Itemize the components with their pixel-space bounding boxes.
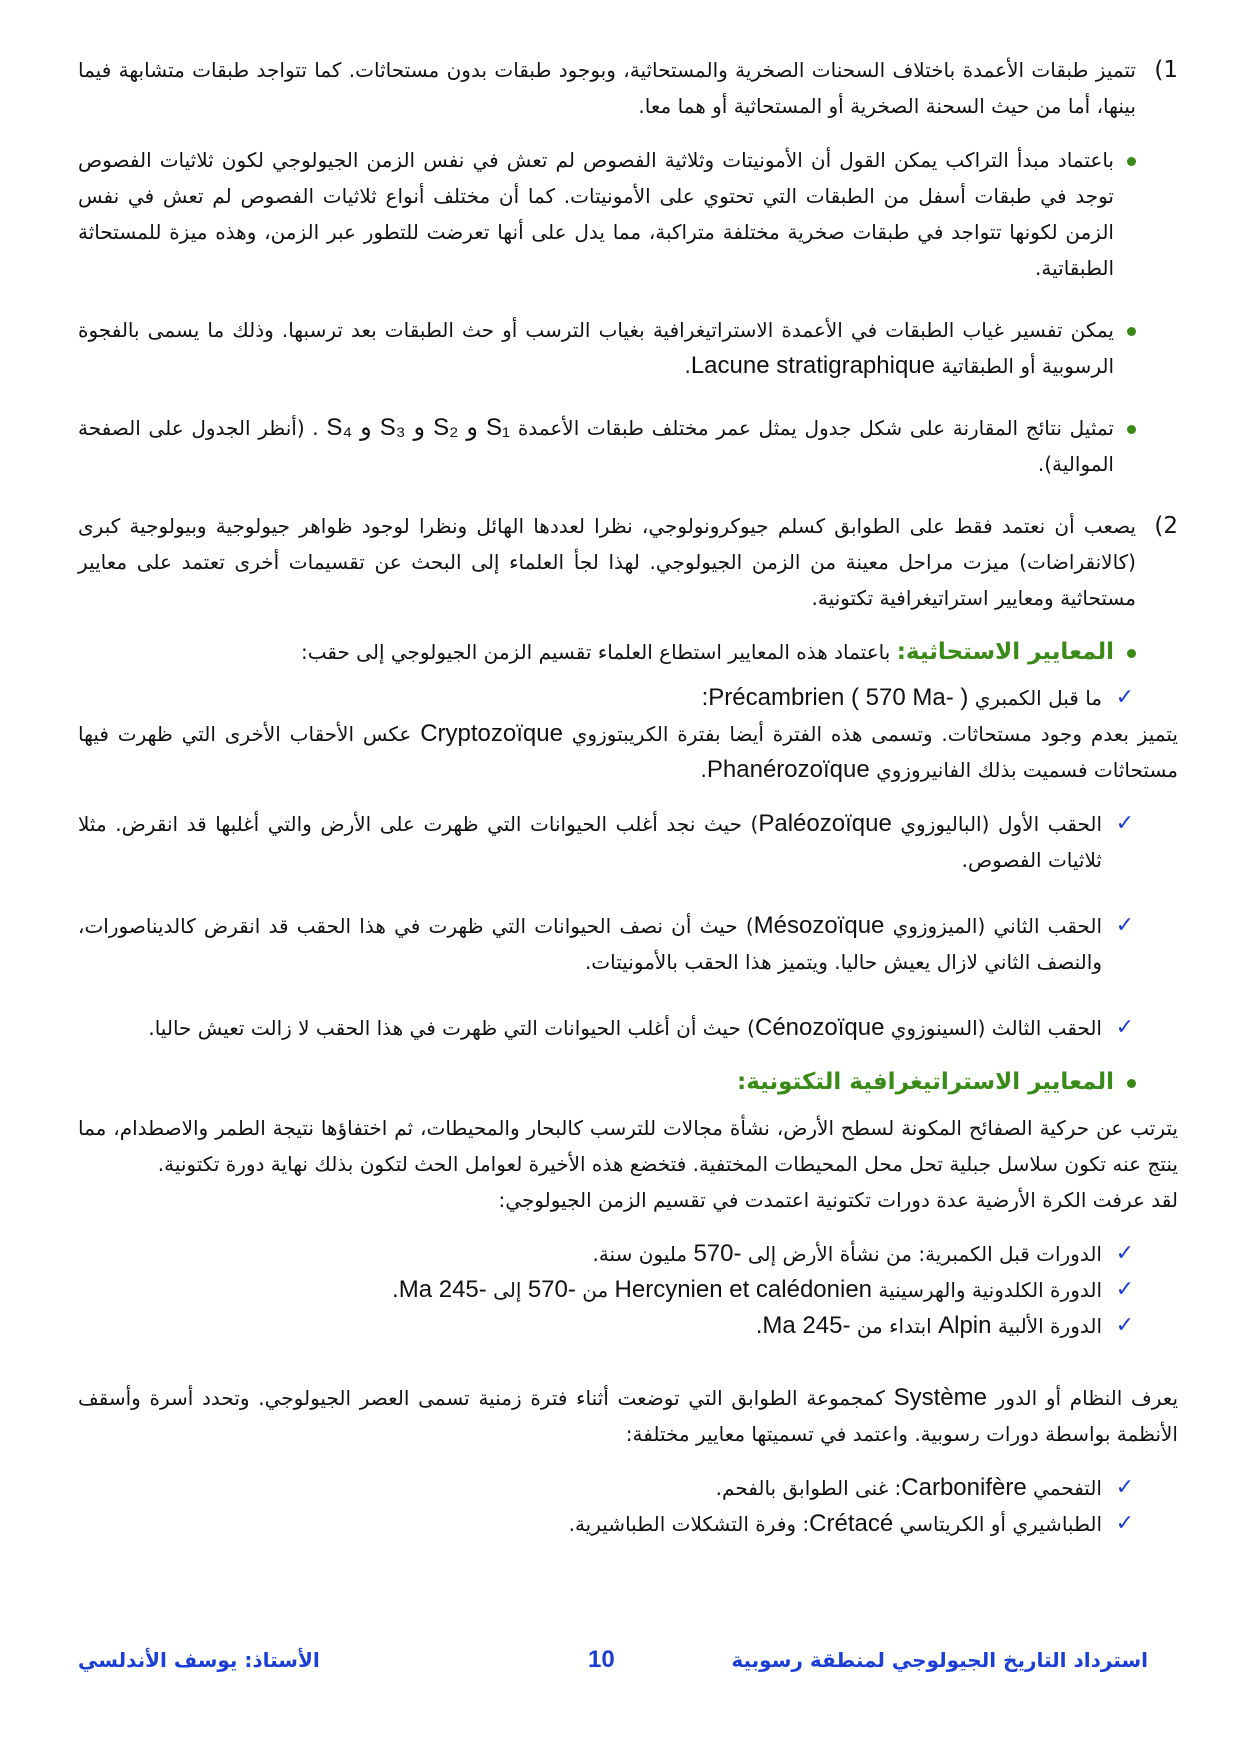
latin-term: Mésozoïque	[753, 912, 885, 939]
latin-term: Alpin	[938, 1312, 992, 1339]
latin-term: Précambrien ( 570 Ma- ):	[701, 684, 969, 711]
section-1	[78, 52, 1178, 124]
check-item	[78, 1272, 1136, 1308]
system-item-text: : غنى الطوابق بالفحم.	[715, 1476, 902, 1500]
paleo-criteria	[78, 634, 1178, 670]
era-text: الحقب الثالث (السينوزوي	[890, 1016, 1102, 1040]
bullet-text: تمثيل نتائج المقارنة على شكل جدول يمثل عمر مختلف طبقات الأعمدة	[517, 416, 1114, 440]
cycles-list	[78, 1236, 1178, 1344]
system-item-text: : وفرة التشكلات الطباشيرية.	[568, 1512, 810, 1536]
page-number: 10	[588, 1646, 615, 1673]
check-item	[78, 1236, 1136, 1272]
paleo-text: باعتماد هذه المعايير استطاع العلماء تقسيم الزمن الجيولوجي إلى حقب:	[300, 640, 891, 664]
checkmark-icon: ✓	[1115, 1313, 1134, 1338]
bullet-dot-icon	[1127, 425, 1136, 434]
bullet-text: باعتماد مبدأ التراكب يمكن القول أن الأمونيتات وثلاثية الفصوص لم تعش في نفس الزمن الجيولوجي لكون ثلاثيات الفصوص توجد في طبقات أسفل من الطبقات التي تحتوي على الأمونيتات. كما أن مختلف أنواع ثلاثيات الفصوص لم تعش في نفس الزمن لكونها تتواجد في طبقات صخرية مختلفة متراكبة، مما يدل على أنها تعرضت للتطور عبر الزمن، وهذه ميزة للمستحاثة الطبقاتية.	[78, 148, 1114, 280]
bullet-end: .	[684, 354, 691, 378]
cycle-text: مليون سنة.	[592, 1242, 688, 1266]
check-item	[78, 1506, 1136, 1542]
system-item-text: التفحمي	[1033, 1476, 1102, 1500]
latin-term: -245 Ma.	[755, 1312, 851, 1339]
precambrian-description: يتميز بعدم وجود مستحاثات. وتسمى هذه الفترة أيضا بفترة الكريبتوزوي Cryptozoïque عكس الأحقاب الأخرى التي ظهرت فيها مستحاثات فسميت بذلك الفانيروزوي Phanérozoïque.	[78, 720, 1178, 783]
era-text: الحقب الأول (الباليوزوي	[900, 812, 1103, 836]
section-2-intro: يصعب أن نعتمد فقط على الطوابق كسلم جيوكرونولوجي، نظرا لعددها الهائل ونظرا لوجود ظواهر جيولوجية وبيولوجية كبرى (كالانقراضات) ميزت مراحل معينة من الزمن الجيولوجي. لهذا لجأ العلماء إلى البحث عن تقسيمات أخرى تعتمد على معايير مستحاثية ومعايير استراتيغرافية تكتونية.	[78, 514, 1136, 610]
latin-term: -570	[527, 1276, 576, 1303]
system-text	[78, 1380, 1178, 1452]
precambrian-text: يتميز بعدم وجود مستحاثات. وتسمى هذه الفترة أيضا بفترة الكريبتوزوي	[571, 722, 1178, 746]
cycle-text: الدورة الألبية	[997, 1314, 1102, 1338]
cycle-text: الدورات قبل الكمبرية: من نشأة الأرض إلى	[747, 1242, 1102, 1266]
precambrian-text: عكس الأحقاب الأخرى التي ظهرت فيها مستحاثات فسميت بذلك الفانيروزوي	[78, 722, 1178, 782]
bullet-item	[78, 312, 1136, 384]
bullet-dot-icon	[1127, 327, 1136, 336]
check-item	[78, 1470, 1136, 1506]
latin-term: S₁ و S₂ و S₃ و S₄	[326, 414, 511, 441]
section-1-intro: تتميز طبقات الأعمدة باختلاف السحنات الصخرية والمستحاثية، وبوجود طبقات بدون مستحاثات. كما تتواجد طبقات متشابهة فيما بينها، أما من حيث السحنة الصخرية أو المستحاثية أو هما معا.	[78, 58, 1136, 118]
tecto-heading: المعايير الاستراتيغرافية التكتونية:	[737, 1069, 1114, 1095]
checkmark-icon: ✓	[1115, 1475, 1134, 1500]
system-post: كمجموعة الطوابق التي توضعت أثناء فترة زمنية تسمى العصر الجيولوجي. وتحدد أسرة وأسقف الأنظمة بواسطة دورات رسوبية. واعتمد في تسميتها معايير مختلفة:	[78, 1386, 1178, 1446]
era-text: ) حيث نجد أغلب الحيوانات التي ظهرت على الأرض والتي أغلبها قد انقرض. مثلا ثلاثيات الفصوص.	[78, 812, 1102, 872]
check-item	[78, 1308, 1136, 1344]
bullet-item	[78, 142, 1136, 286]
latin-term: Cénozoïque	[754, 1014, 885, 1041]
system-list	[78, 1470, 1178, 1542]
latin-term: Phanérozoïque	[706, 756, 870, 783]
latin-term: Paléozoïque	[758, 810, 892, 837]
cycle-text: ابتداء من	[856, 1314, 932, 1338]
tecto-criteria	[78, 1064, 1178, 1100]
check-item	[78, 908, 1136, 980]
cycle-text: إلى	[493, 1278, 522, 1302]
latin-term: Carbonifère	[901, 1474, 1027, 1501]
precambrian-list	[78, 680, 1178, 716]
page-footer	[78, 1648, 1178, 1684]
bullet-dot-icon	[1127, 649, 1136, 658]
footer-author: الأستاذ: يوسف الأندلسي	[78, 1648, 320, 1672]
section-1-bullets	[78, 142, 1178, 482]
check-item	[78, 806, 1136, 878]
latin-term: Crétacé	[809, 1510, 894, 1537]
cycle-text: الدورة الكلدونية والهرسينية	[878, 1278, 1102, 1302]
bullet-end: . (أنظر الجدول على الصفحة الموالية).	[78, 416, 1114, 476]
bullet-dot-icon	[1127, 157, 1136, 166]
era-text: ) حيث أن نصف الحيوانات التي ظهرت في هذا الحقب قد انقرض كالديناصورات، والنصف الثاني لازال يعيش حاليا. ويتميز هذا الحقب بالأمونيتات.	[78, 914, 1102, 974]
latin-term: -570	[693, 1240, 742, 1267]
bullet-text: يمكن تفسير غياب الطبقات في الأعمدة الاستراتيغرافية بغياب الترسب أو حث الطبقات بعد ترسبها. وذلك ما يسمى بالفجوة الرسوبية أو الطبقاتية	[78, 318, 1114, 378]
paleo-heading: المعايير الاستحاثية:	[896, 639, 1114, 665]
section-2	[78, 508, 1178, 616]
page-content	[78, 52, 1178, 1542]
checkmark-icon: ✓	[1115, 1241, 1134, 1266]
latin-term: Cryptozoïque	[420, 720, 563, 747]
check-item	[78, 680, 1136, 716]
precambrian-title: ما قبل الكمبري	[974, 686, 1102, 710]
bullet-dot-icon	[1127, 1079, 1136, 1088]
bullet-item	[78, 410, 1136, 482]
tecto-text: يترتب عن حركية الصفائح المكونة لسطح الأرض، نشأة مجالات للترسب كالبحار والمحيطات، ثم اختفاؤها نتيجة الطمر والاصطدام، مما ينتج عنه تكون سلاسل جبلية تحل محل المحيطات المختفية. فتخضع هذه الأخيرة لعوامل الحث لتكون بذلك نهاية دورة تكتونية.	[78, 1116, 1178, 1176]
era-text: ) حيث أن أغلب الحيوانات التي ظهرت في هذا الحقب لا زالت تعيش حاليا.	[148, 1016, 755, 1040]
cycle-text: من	[582, 1278, 609, 1302]
check-item	[78, 1010, 1136, 1046]
checkmark-icon: ✓	[1115, 1511, 1134, 1536]
checkmark-icon: ✓	[1115, 913, 1134, 938]
latin-term: Hercynien et calédonien	[614, 1276, 873, 1303]
section-number: 2)	[1154, 513, 1178, 539]
checkmark-icon: ✓	[1115, 685, 1134, 710]
checkmark-icon: ✓	[1115, 1277, 1134, 1302]
latin-term: Lacune stratigraphique	[690, 352, 935, 379]
checkmark-icon: ✓	[1115, 1015, 1134, 1040]
system-pre: يعرف النظام أو الدور	[995, 1386, 1179, 1410]
latin-term: -245 Ma.	[392, 1276, 487, 1303]
system-item-text: الطباشيري أو الكريتاسي	[899, 1512, 1102, 1536]
checkmark-icon: ✓	[1115, 811, 1134, 836]
tecto-text-2: لقد عرفت الكرة الأرضية عدة دورات تكتونية اعتمدت في تقسيم الزمن الجيولوجي:	[498, 1188, 1178, 1212]
footer-title: استرداد التاريخ الجيولوجي لمنطقة رسوبية	[731, 1648, 1148, 1672]
latin-term: Système	[893, 1384, 987, 1411]
era-text: الحقب الثاني (الميزوزوي	[892, 914, 1102, 938]
eras-list	[78, 806, 1178, 1046]
section-number: 1)	[1154, 57, 1178, 83]
